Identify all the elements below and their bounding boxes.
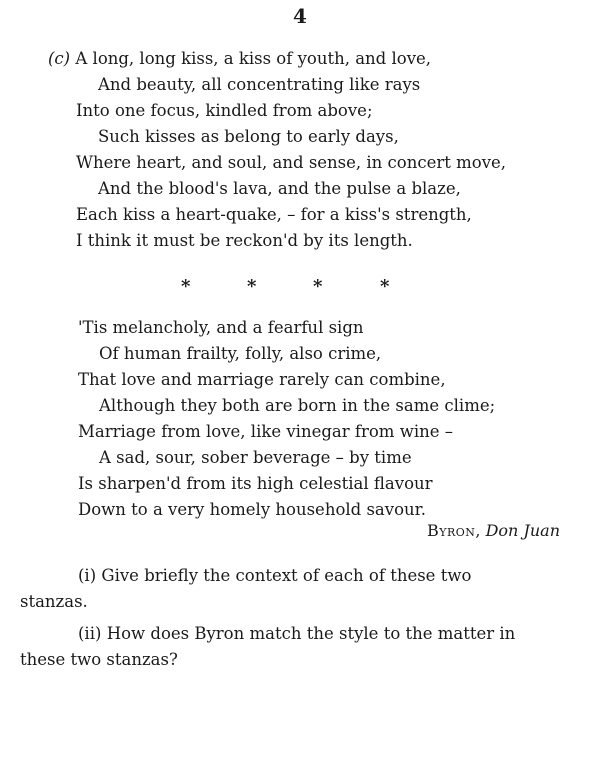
stanza-two-line: 'Tis melancholy, and a fearful sign bbox=[78, 318, 364, 337]
attribution-work: Don Juan bbox=[485, 521, 560, 540]
question-continuation: these two stanzas? bbox=[20, 650, 178, 669]
stanza-two-line: Is sharpen'd from its high celestial flavour bbox=[78, 474, 433, 493]
stanza-two-line: That love and marriage rarely can combine, bbox=[78, 370, 446, 389]
question-number: (ii) bbox=[78, 624, 102, 643]
stanza-label: (c) bbox=[48, 49, 71, 68]
asterisk: * bbox=[181, 276, 191, 297]
question-continuation: stanzas. bbox=[20, 592, 88, 611]
attribution-separator: , bbox=[475, 521, 486, 540]
question-text: Give briefly the context of each of these two bbox=[101, 566, 472, 585]
stanza-one-line bbox=[48, 48, 431, 70]
stanza-one-line: Each kiss a heart-quake, – for a kiss's strength, bbox=[76, 205, 472, 224]
stanza-two-line: Down to a very homely household savour. bbox=[78, 500, 426, 519]
asterisk: * bbox=[313, 276, 323, 297]
asterisk: * bbox=[247, 276, 257, 297]
stanza-two-line: Although they both are born in the same clime; bbox=[99, 396, 496, 415]
attribution-author: Byron bbox=[426, 521, 476, 540]
stanza-one-line-text: A long, long kiss, a kiss of youth, and love, bbox=[75, 49, 432, 68]
stanza-one-line: And beauty, all concentrating like rays bbox=[98, 75, 421, 94]
page-number: 4 bbox=[293, 4, 307, 28]
stanza-one-line: Into one focus, kindled from above; bbox=[76, 101, 373, 120]
question-text: How does Byron match the style to the matter in bbox=[106, 624, 516, 643]
stanza-one-line: Such kisses as belong to early days, bbox=[98, 127, 399, 146]
stanza-two-line: A sad, sour, sober beverage – by time bbox=[99, 448, 412, 467]
stanza-one-line: Where heart, and soul, and sense, in concert move, bbox=[76, 153, 507, 172]
stanza-two-line: Of human frailty, folly, also crime, bbox=[99, 344, 382, 363]
question-number: (i) bbox=[78, 566, 97, 585]
attribution bbox=[0, 521, 560, 540]
asterisk-separator bbox=[0, 276, 608, 298]
stanza-one-line: And the blood's lava, and the pulse a blaze, bbox=[98, 179, 461, 198]
stanza-two-line: Marriage from love, like vinegar from wine – bbox=[78, 422, 453, 441]
question-line bbox=[20, 563, 471, 589]
question-line bbox=[20, 621, 515, 647]
asterisk: * bbox=[380, 276, 390, 297]
stanza-one-line: I think it must be reckon'd by its length. bbox=[76, 231, 413, 250]
